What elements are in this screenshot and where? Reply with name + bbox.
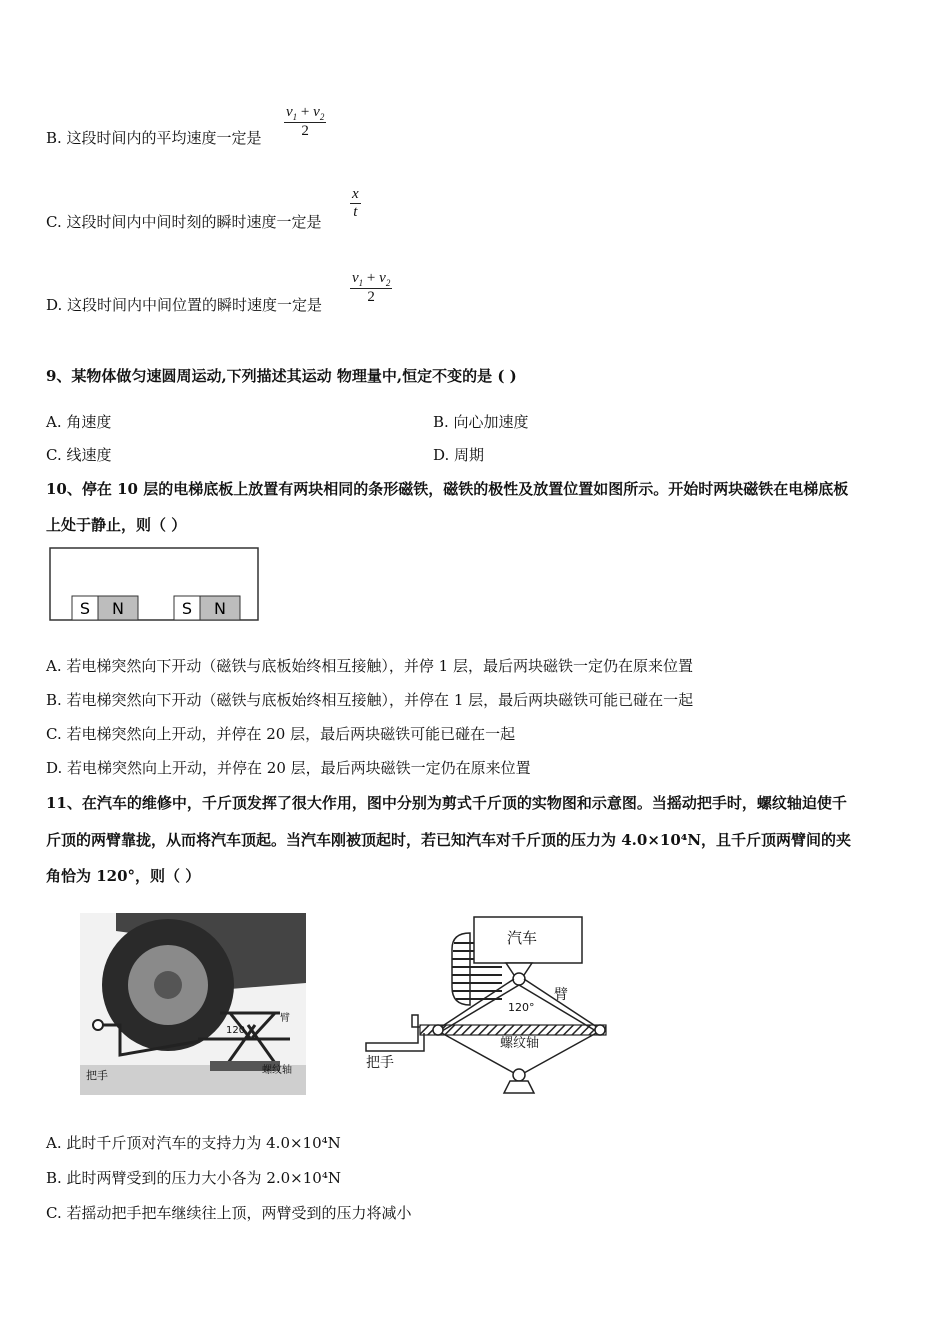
diagram-label-arm: 臂 [554,987,568,1003]
magnet-1-n-label: N [112,599,124,618]
q11-jack-photo [80,913,306,1095]
diagram-label-screw: 螺纹轴 [500,1036,540,1051]
photo-label-screw: 螺纹轴 [262,1065,292,1076]
q8-option-d-fraction: $\frac{v_1 + v_2}{2}$ [352,270,391,305]
magnet-2 [174,596,240,620]
diagram-label-handle: 把手 [366,1055,394,1071]
photo-label-arm: 臂 [280,1013,290,1024]
q10-stem-line1: 10、停在 10 层的电梯底板上放置有两块相同的条形磁铁，磁铁的极性及放置位置如图所示。开始时两块磁铁在电梯底板 [46,480,849,498]
photo-label-handle: 把手 [86,1069,108,1082]
q8-option-c-fraction: $\frac{x}{t}$ [352,186,359,220]
magnet-1-s-label: S [79,599,91,618]
magnet-2-n-label: N [214,599,226,618]
q10-option-b: B. 若电梯突然向下开动（磁铁与底板始终相互接触），并停在 1 层，最后两块磁铁可能已碰在一起 [46,691,694,709]
q9-option-b: B. 向心加速度 [433,413,529,431]
magnet-1 [72,596,138,620]
q11-stem-line1: 11、在汽车的维修中，千斤顶发挥了很大作用，图中分别为剪式千斤顶的实物图和示意图。当摇动把手时，螺纹轴迫使千 [46,794,847,812]
diagram-label-car: 汽车 [507,929,538,947]
q11-option-a: A. 此时千斤顶对汽车的支持力为 4.0×10⁴N [46,1134,341,1152]
q9-option-d: D. 周期 [433,446,485,464]
q8-option-c: C. 这段时间内中间时刻的瞬时速度一定是 [46,213,322,231]
q10-stem-line2: 上处于静止，则（ ） [46,516,187,534]
q9-option-a: A. 角速度 [46,413,112,431]
q9-option-c: C. 线速度 [46,446,112,464]
q11-stem-line3: 角恰为 120°，则（ ） [46,867,201,885]
photo-label-angle: 120 [226,1025,246,1036]
q8-option-b: B. 这段时间内的平均速度一定是 [46,129,262,147]
q10-option-d: D. 若电梯突然向上开动，并停在 20 层，最后两块磁铁一定仍在原来位置 [46,759,531,777]
q10-option-c: C. 若电梯突然向上开动，并停在 20 层，最后两块磁铁可能已碰在一起 [46,725,516,743]
q11-jack-diagram [362,913,612,1099]
q8-option-b-fraction: $\frac{v_1 + v_2}{2}$ [286,104,325,139]
q11-option-b: B. 此时两臂受到的压力大小各为 2.0×10⁴N [46,1169,341,1187]
q11-option-c: C. 若摇动把手把车继续往上顶，两臂受到的压力将减小 [46,1204,412,1222]
magnet-2-s-label: S [181,599,193,618]
q10-elevator-figure [48,546,262,624]
q9-stem: 9、某物体做匀速圆周运动,下列描述其运动 物理量中,恒定不变的是 ( ) [46,367,517,385]
q10-option-a: A. 若电梯突然向下开动（磁铁与底板始终相互接触），并停 1 层，最后两块磁铁一定仍在原来位置 [46,657,693,675]
q8-option-d: D. 这段时间内中间位置的瞬时速度一定是 [46,296,323,314]
q11-stem-line2: 斤顶的两臂靠拢，从而将汽车顶起。当汽车刚被顶起时，若已知汽车对千斤顶的压力为 4.0×10⁴N，且千斤顶两臂间的夹 [46,831,852,849]
diagram-label-angle: 120° [508,1001,535,1014]
